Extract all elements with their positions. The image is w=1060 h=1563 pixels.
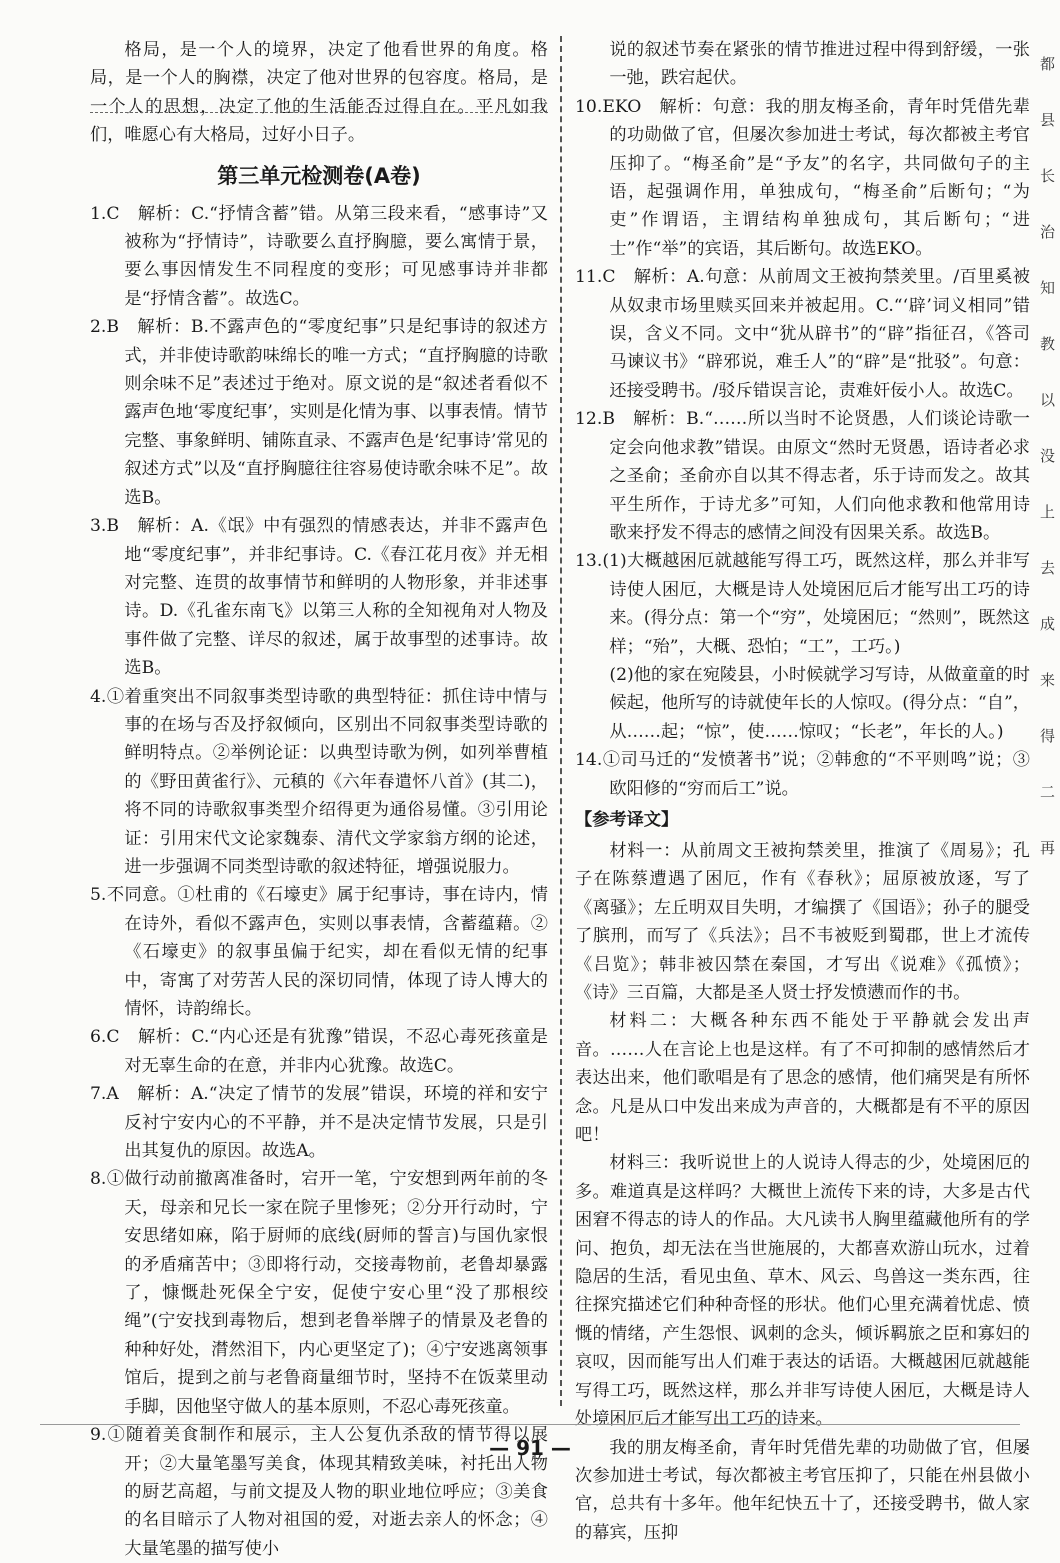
answer-item-12: 12.B 解析：B.“……所以当时不论贤愚，人们谈论诗歌一定会向他求教”错误。由原文“然时无贤愚，语诗者必求之圣俞；圣俞亦自以其不得志者，乐于诗而发之。故其平生所作，于诗尤多”可知，人们向他求教和他常用诗歌来抒发不得志的感情之间没有因果关系。故选B。 (575, 409, 1030, 543)
edge-char: 去 (1040, 559, 1056, 577)
edge-char: 来 (1040, 671, 1056, 689)
edge-char: 知 (1040, 279, 1056, 297)
edge-char: 上 (1040, 503, 1056, 521)
answer-item-11: 11.C 解析：A.句意：从前周文王被拘禁羑里。/百里奚被从奴隶市场里赎买回来并被起用。C.“‘辟’词义相同”错误，含义不同。文中“犹从辟书”的“辟”指征召，《答司马谏议书》“辟邪说，难壬人”的“辟”是“批驳”。句意：还接受聘书。/驳斥错误言论，责难奸佞小人。故选C。 (575, 267, 1030, 401)
answer-item-5: 5.不同意。①杜甫的《石壕吏》属于纪事诗，事在诗内，情在诗外，看似不露声色，实则以事表情，含蓄蕴藉。②《石壕吏》的叙事虽偏于纪实，却在看似无情的纪事中，寄寓了对劳苦人民的深切同情，体现了诗人博大的情怀，诗韵绵长。 (90, 885, 548, 1019)
section-title: 第三单元检测卷(A卷) (217, 163, 421, 188)
reference-paragraph-4: 我的朋友梅圣俞，青年时凭借先辈的功勋做了官，但屡次参加进士考试，每次都被主考官压抑了，只能在州县做小官，总共有十多年。他年纪快五十了，还接受聘书，做人家的幕宾，压抑 (575, 1437, 1030, 1543)
edge-char: 没 (1040, 447, 1056, 465)
column-divider (560, 36, 562, 1406)
left-column (90, 36, 548, 1563)
answer-item-13-part2: (2)他的家在宛陵县，小时候就学习写诗，从做童童的时候起，他所写的诗就使年长的人惊叹。(得分点：“自”，从……起；“惊”，使……惊叹；“长老”，年长的人。) (609, 664, 1030, 742)
page-number: — 91 — (489, 1436, 571, 1460)
answer-item-6: 6.C 解析：C.“内心还是有犹豫”错误，不忍心毒死孩童是对无辜生命的在意，并非内心犹豫。故选C。 (90, 1027, 548, 1076)
reference-material-2: 材料二：大概各种东西不能处于平静就会发出声音。……人在言论上也是这样。有了不可抑制的感情然后才表达出来，他们歌唱是有了思念的感情，他们痛哭是有所怀念。凡是从口中发出来成为声音的，大概都是有不平的原因吧！ (575, 1011, 1030, 1146)
intro-paragraph: 格局，是一个人的境界，决定了他看世界的角度。格局，是一个人的胸襟，决定了他对世界的包容度。格局，是一个人的思想，决定了他的生活能否过得自在。平凡如我们，唯愿心有大格局，过好小日子。 (90, 40, 548, 146)
next-page-edge-text (1040, 36, 1060, 876)
answer-item-13: 13.(1)大概越困厄就越能写得工巧，既然这样，那么并非写诗使人困厄，大概是诗人处境困厄后才能写出工巧的诗来。(得分点：第一个“穷”，处境困厄；“然则”，既然这样；“殆”，大概、恐怕；“工”，工巧。) (575, 551, 1030, 657)
edge-char: 治 (1040, 223, 1056, 241)
answer-item-3: 3.B 解析：A.《氓》中有强烈的情感表达，并非不露声色地“零度纪事”，并非纪事诗。C.《春江花月夜》并无相对完整、连贯的故事情节和鲜明的人物形象，并非述事诗。D.《孔雀东南飞》以第三人称的全知视角对人物及事件做了完整、详尽的叙述，属于故事型的述事诗。故选B。 (90, 516, 548, 679)
reference-material-1: 材料一：从前周文王被拘禁羑里，推演了《周易》；孔子在陈蔡遭遇了困厄，作有《春秋》；屈原被放逐，写了《离骚》；左丘明双目失明，才编撰了《国语》；孙子的腿受了膑刑，而写了《兵法》；吕不韦被贬到蜀郡，世上才流传《吕览》；韩非被囚禁在秦国，才写出《说难》《孤愤》；《诗》三百篇，大都是圣人贤士抒发愤懑而作的书。 (575, 840, 1030, 1003)
edge-char: 县 (1040, 111, 1056, 129)
answer-item-7: 7.A 解析：A.“决定了情节的发展”错误，环境的祥和安宁反衬宁安内心的不平静，并不是决定情节发展，只是引出其复仇的原因。故选A。 (90, 1084, 548, 1162)
edge-char: 都 (1040, 55, 1056, 73)
answer-item-9: 9.①随着美食制作和展示，主人公复仇杀敌的情节得以展开；②大量笔墨写美食，体现其精致美味，衬托出人物的厨艺高超，与前文提及人物的职业地位呼应；③美食的名目暗示了人物对祖国的爱，对逝去亲人的怀念；④大量笔墨的描写使小 (90, 1425, 548, 1559)
edge-char: 教 (1040, 335, 1056, 353)
intro-divider (90, 112, 548, 113)
edge-char: 得 (1040, 727, 1056, 745)
right-column (575, 36, 1030, 1547)
reference-material-3: 材料三：我听说世上的人说诗人得志的少，处境困厄的多。难道真是这样吗？大概世上流传下来的诗，大多是古代困窘不得志的诗人的作品。大凡读书人胸里蕴藏他所有的学问、抱负，却无法在当世施展的，大都喜欢游山玩水，过着隐居的生活，看见虫鱼、草木、风云、鸟兽这一类东西，往往探究描述它们种种奇怪的形状。他们心里充满着忧虑、愤慨的情绪，产生怨恨、讽刺的念头，倾诉羁旅之臣和寡妇的哀叹，因而能写出人们难于表达的话语。大概越困厄就越能写得工巧，既然这样，那么并非写诗使人困厄，大概是诗人处境困厄后才能写出工巧的诗来。 (575, 1153, 1030, 1430)
answer-item-4: 4.①着重突出不同叙事类型诗歌的典型特征：抓住诗中情与事的在场与否及抒叙倾向，区别出不同叙事类型诗歌的鲜明特点。②举例论证：以典型诗歌为例，如列举曹植的《野田黄雀行》、元稹的《六年春遣怀八首》(其二)，将不同的诗歌叙事类型介绍得更为通俗易懂。③引用论证：引用宋代文论家魏泰、清代文学家翁方纲的论述，进一步强调不同类型诗歌的叙述特征，增强说服力。 (90, 686, 548, 877)
answer-item-2: 2.B 解析：B.不露声色的“零度纪事”只是纪事诗的叙述方式，并非使诗歌韵味绵长的唯一方式；“直抒胸臆的诗歌则余味不足”表述过于绝对。原文说的是“叙述者看似不露声色地‘零度纪事’，实则是化情为事、以事表情。情节完整、事象鲜明、铺陈直录、不露声色是‘纪事诗’常见的叙述方式”以及“直抒胸臆往往容易使诗歌余味不足”。故选B。 (90, 317, 548, 508)
edge-char: 成 (1040, 615, 1056, 633)
answer-item-9-continued: 说的叙述节奏在紧张的情节推进过程中得到舒缓，一张一弛，跌宕起伏。 (609, 40, 1030, 89)
edge-char: 长 (1040, 167, 1056, 185)
edge-char: 二 (1040, 783, 1056, 801)
answer-item-1: 1.C 解析：C.“抒情含蓄”错。从第三段来看，“感事诗”又被称为“抒情诗”，诗歌要么直抒胸臆，要么寓情于景，要么事因情发生不同程度的变形；可见感事诗并非都是“抒情含蓄”。故选C。 (90, 203, 548, 309)
footer-rule (40, 1424, 1020, 1425)
answer-item-10: 10.EKO 解析：句意：我的朋友梅圣俞，青年时凭借先辈的功勋做了官，但屡次参加进士考试，每次都被主考官压抑了。“梅圣俞”是“予友”的名字，共同做句子的主语，起强调作用，单独成句，“梅圣俞”后断句；“为吏”作谓语，主谓结构单独成句，其后断句；“进士”作“举”的宾语，其后断句。故选EKO。 (575, 96, 1030, 259)
answer-item-14: 14.①司马迁的“发愤著书”说；②韩愈的“不平则鸣”说；③欧阳修的“穷而后工”说。 (575, 750, 1030, 799)
edge-char: 以 (1040, 391, 1056, 409)
answer-item-8: 8.①做行动前撤离准备时，宕开一笔，宁安想到两年前的冬天，母亲和兄长一家在院子里惨死；②分开行动时，宁安思绪如麻，陷于厨师的底线(厨师的誓言)与国仇家恨的矛盾痛苦中；③即将行动，交接毒物前，老鲁却暴露了，慷慨赴死保全宁安，促使宁安心里“没了那根绞绳”(宁安找到毒物后，想到老鲁举牌子的情景及老鲁的种种好处，潸然泪下，内心更坚定了)；④宁安逃离领事馆后，提到之前与老鲁商量细节时，坚持不在饭菜里动手脚，因他坚守做人的基本原则，不忍心毒死孩童。 (90, 1169, 548, 1417)
edge-char: 再 (1040, 839, 1056, 857)
reference-translation-title: 【参考译文】 (575, 809, 679, 830)
